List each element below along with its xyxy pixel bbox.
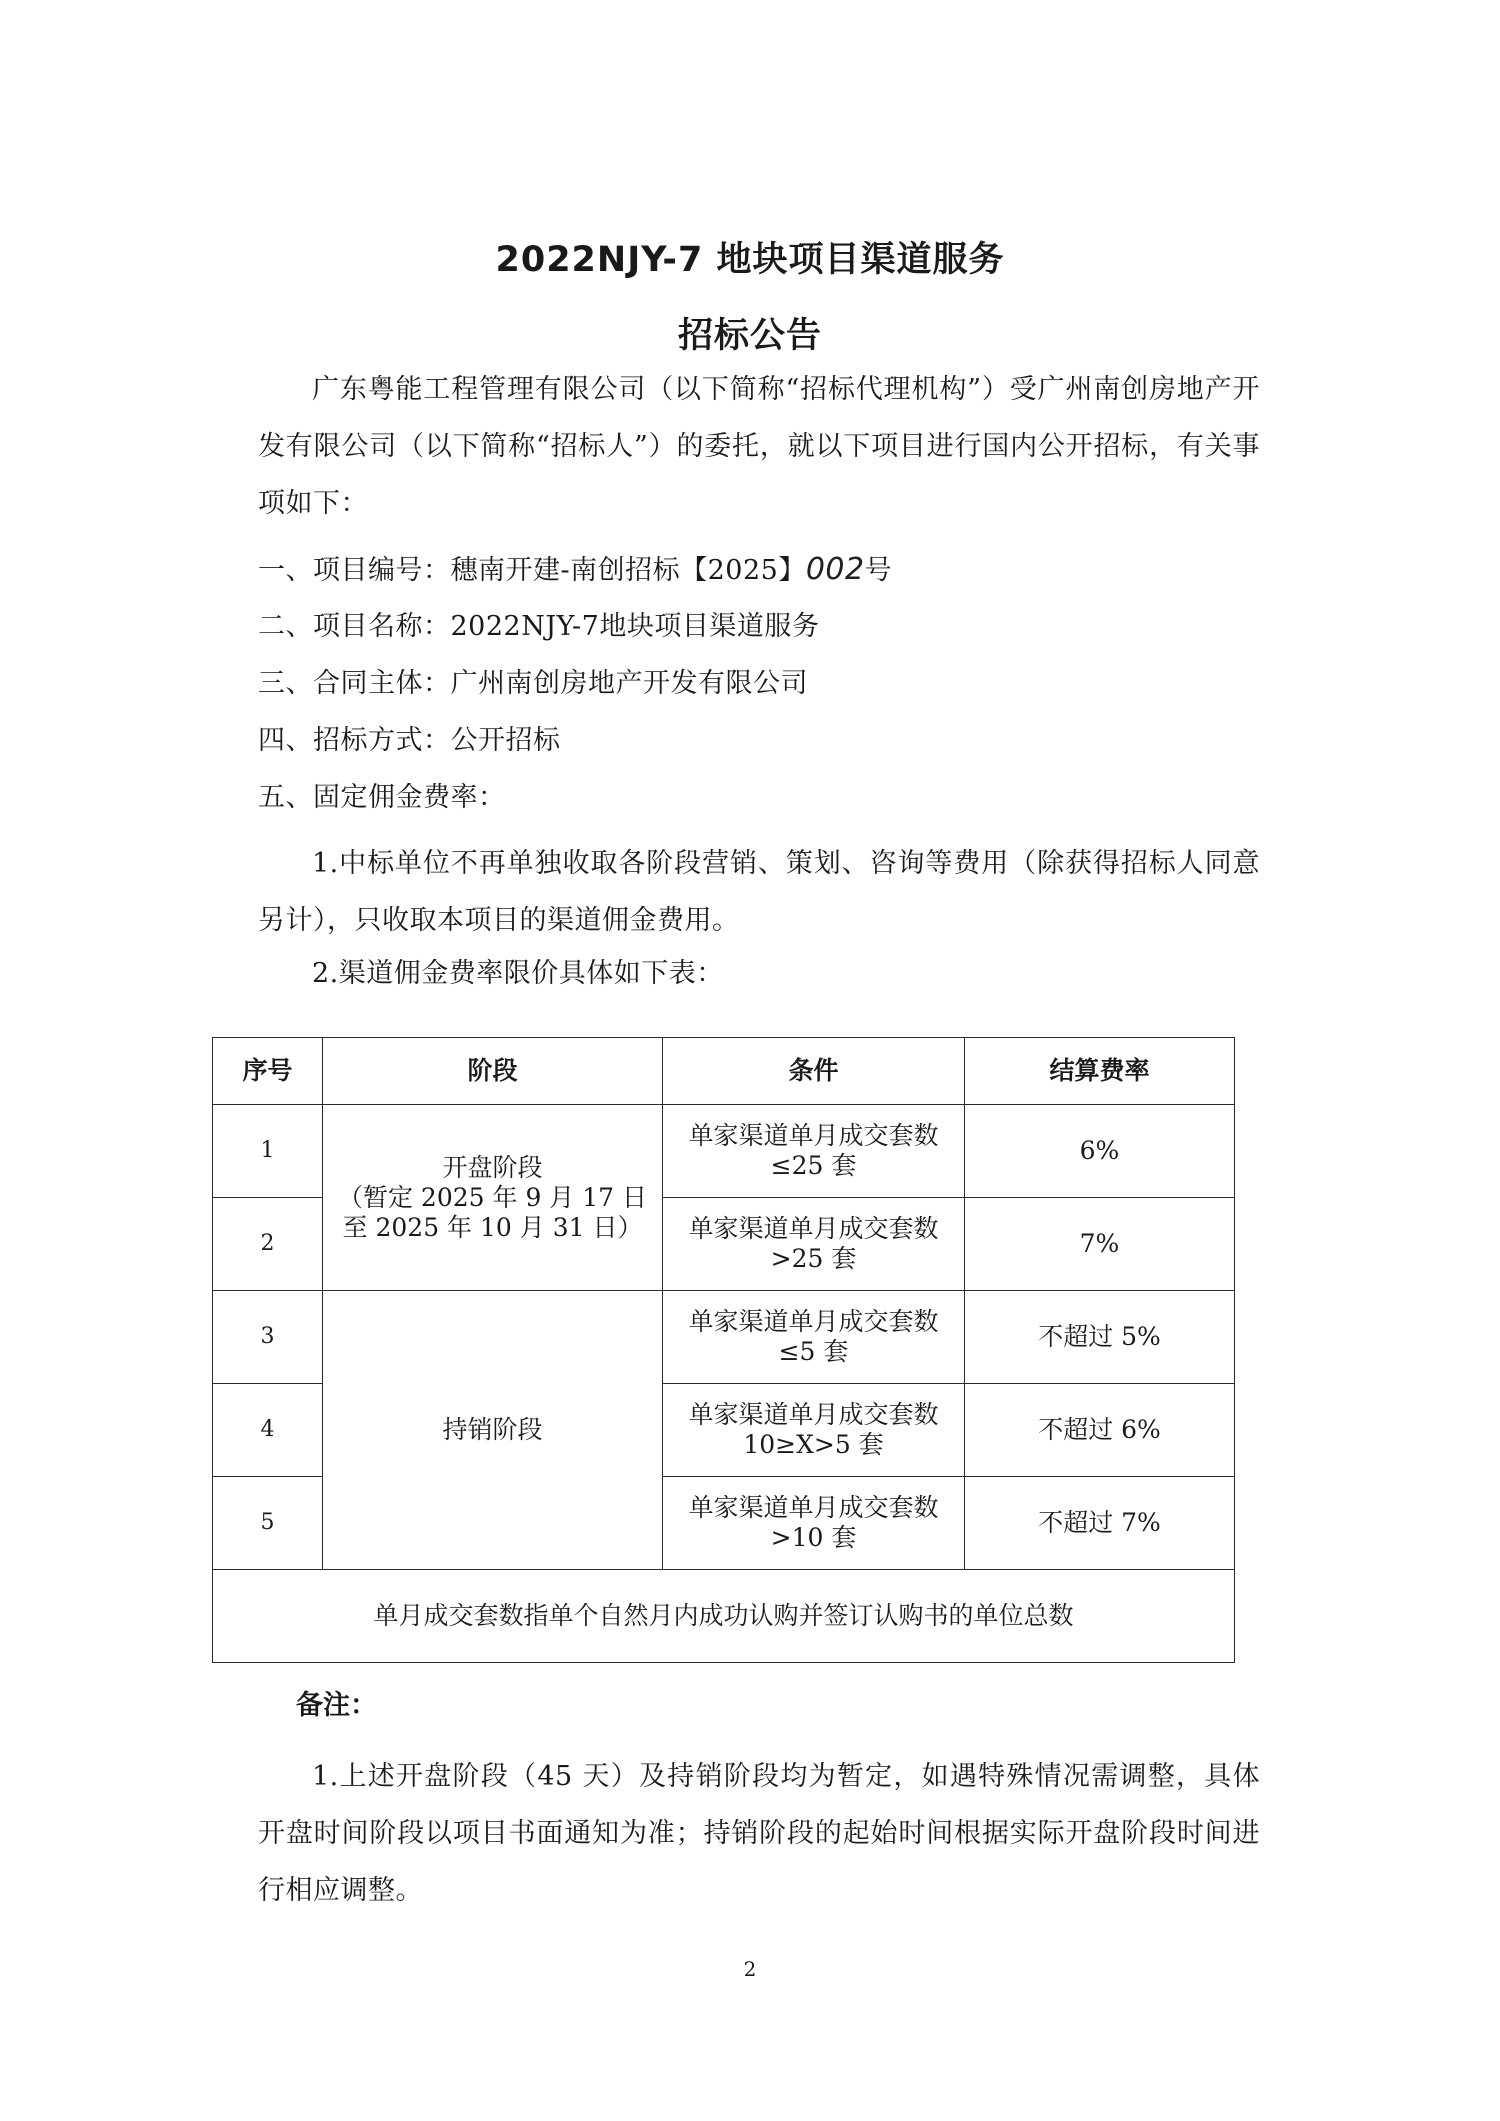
commission-paragraph-2: 2.渠道佣金费率限价具体如下表： xyxy=(312,958,724,989)
remark-label: 备注： xyxy=(296,1690,377,1721)
remark-paragraph-1: 1.上述开盘阶段（45 天）及持销阶段均为暂定，如遇特殊情况需调整，具体开盘时间阶段以项目书面通知为准；持销阶段的起始时间根据实际开盘阶段时间进行相应调整。 xyxy=(258,1761,1260,1906)
table-footnote-row xyxy=(213,1570,1235,1663)
contract-party-line: 三、合同主体：广州南创房地产开发有限公司 xyxy=(258,668,808,699)
project-number-suffix: 号 xyxy=(864,555,893,586)
row-condition xyxy=(663,1105,965,1198)
row-seq: 3 xyxy=(213,1291,323,1384)
commission-heading: 五、固定佣金费率： xyxy=(258,782,506,813)
project-number-value: 穗南开建-南创招标【2025】 xyxy=(450,555,806,586)
tender-method-line: 四、招标方式：公开招标 xyxy=(258,725,561,756)
header-condition: 条件 xyxy=(663,1038,965,1105)
row-seq: 2 xyxy=(213,1198,323,1291)
stage-opening xyxy=(323,1105,663,1291)
header-seq: 序号 xyxy=(213,1038,323,1105)
row-rate: 不超过 5% xyxy=(965,1291,1235,1384)
project-number-line xyxy=(258,550,892,591)
row-seq: 4 xyxy=(213,1384,323,1477)
header-rate: 结算费率 xyxy=(965,1038,1235,1105)
stage-opening-period: （暂定 2025 年 9 月 17 日至 2025 年 10 月 31 日） xyxy=(337,1182,648,1242)
condition-value: >10 套 xyxy=(770,1523,857,1552)
project-name-line: 二、项目名称：2022NJY-7地块项目渠道服务 xyxy=(258,611,820,642)
row-rate: 不超过 6% xyxy=(965,1384,1235,1477)
row-rate: 不超过 7% xyxy=(965,1477,1235,1570)
stage-holding: 持销阶段 xyxy=(323,1291,663,1570)
condition-value: 10≥X>5 套 xyxy=(743,1430,884,1459)
row-seq: 5 xyxy=(213,1477,323,1570)
stage-opening-name: 开盘阶段 xyxy=(442,1152,543,1182)
row-rate: 7% xyxy=(965,1198,1235,1291)
condition-text: 单家渠道单月成交套数 xyxy=(688,1493,939,1522)
condition-text: 单家渠道单月成交套数 xyxy=(688,1121,939,1150)
table-footnote: 单月成交套数指单个自然月内成功认购并签订认购书的单位总数 xyxy=(213,1570,1235,1663)
condition-value: ≤5 套 xyxy=(778,1337,849,1366)
row-condition xyxy=(663,1384,965,1477)
commission-paragraph-1: 1.中标单位不再单独收取各阶段营销、策划、咨询等费用（除获得招标人同意另计），只收取本项目的渠道佣金费用。 xyxy=(258,848,1260,936)
table-row xyxy=(213,1105,1235,1198)
row-condition xyxy=(663,1198,965,1291)
condition-value: >25 套 xyxy=(770,1244,857,1273)
table-header-row xyxy=(213,1038,1235,1105)
table-row xyxy=(213,1291,1235,1384)
document-subtitle: 招标公告 xyxy=(677,316,822,356)
document-title: 2022NJY-7 地块项目渠道服务 xyxy=(495,240,1005,280)
condition-value: ≤25 套 xyxy=(770,1151,857,1180)
condition-text: 单家渠道单月成交套数 xyxy=(688,1214,939,1243)
project-number-label: 一、项目编号： xyxy=(258,555,451,586)
header-stage: 阶段 xyxy=(323,1038,663,1105)
condition-text: 单家渠道单月成交套数 xyxy=(688,1400,939,1429)
row-condition xyxy=(663,1291,965,1384)
handwritten-number: 002 xyxy=(805,552,865,587)
condition-text: 单家渠道单月成交套数 xyxy=(688,1307,939,1336)
row-condition xyxy=(663,1477,965,1570)
row-rate: 6% xyxy=(965,1105,1235,1198)
commission-rate-table xyxy=(212,1037,1235,1663)
intro-paragraph: 广东粤能工程管理有限公司（以下简称“招标代理机构”）受广州南创房地产开发有限公司（以下简称“招标人”）的委托，就以下项目进行国内公开招标，有关事项如下： xyxy=(258,374,1260,519)
row-seq: 1 xyxy=(213,1105,323,1198)
page-number: 2 xyxy=(743,1957,757,1981)
